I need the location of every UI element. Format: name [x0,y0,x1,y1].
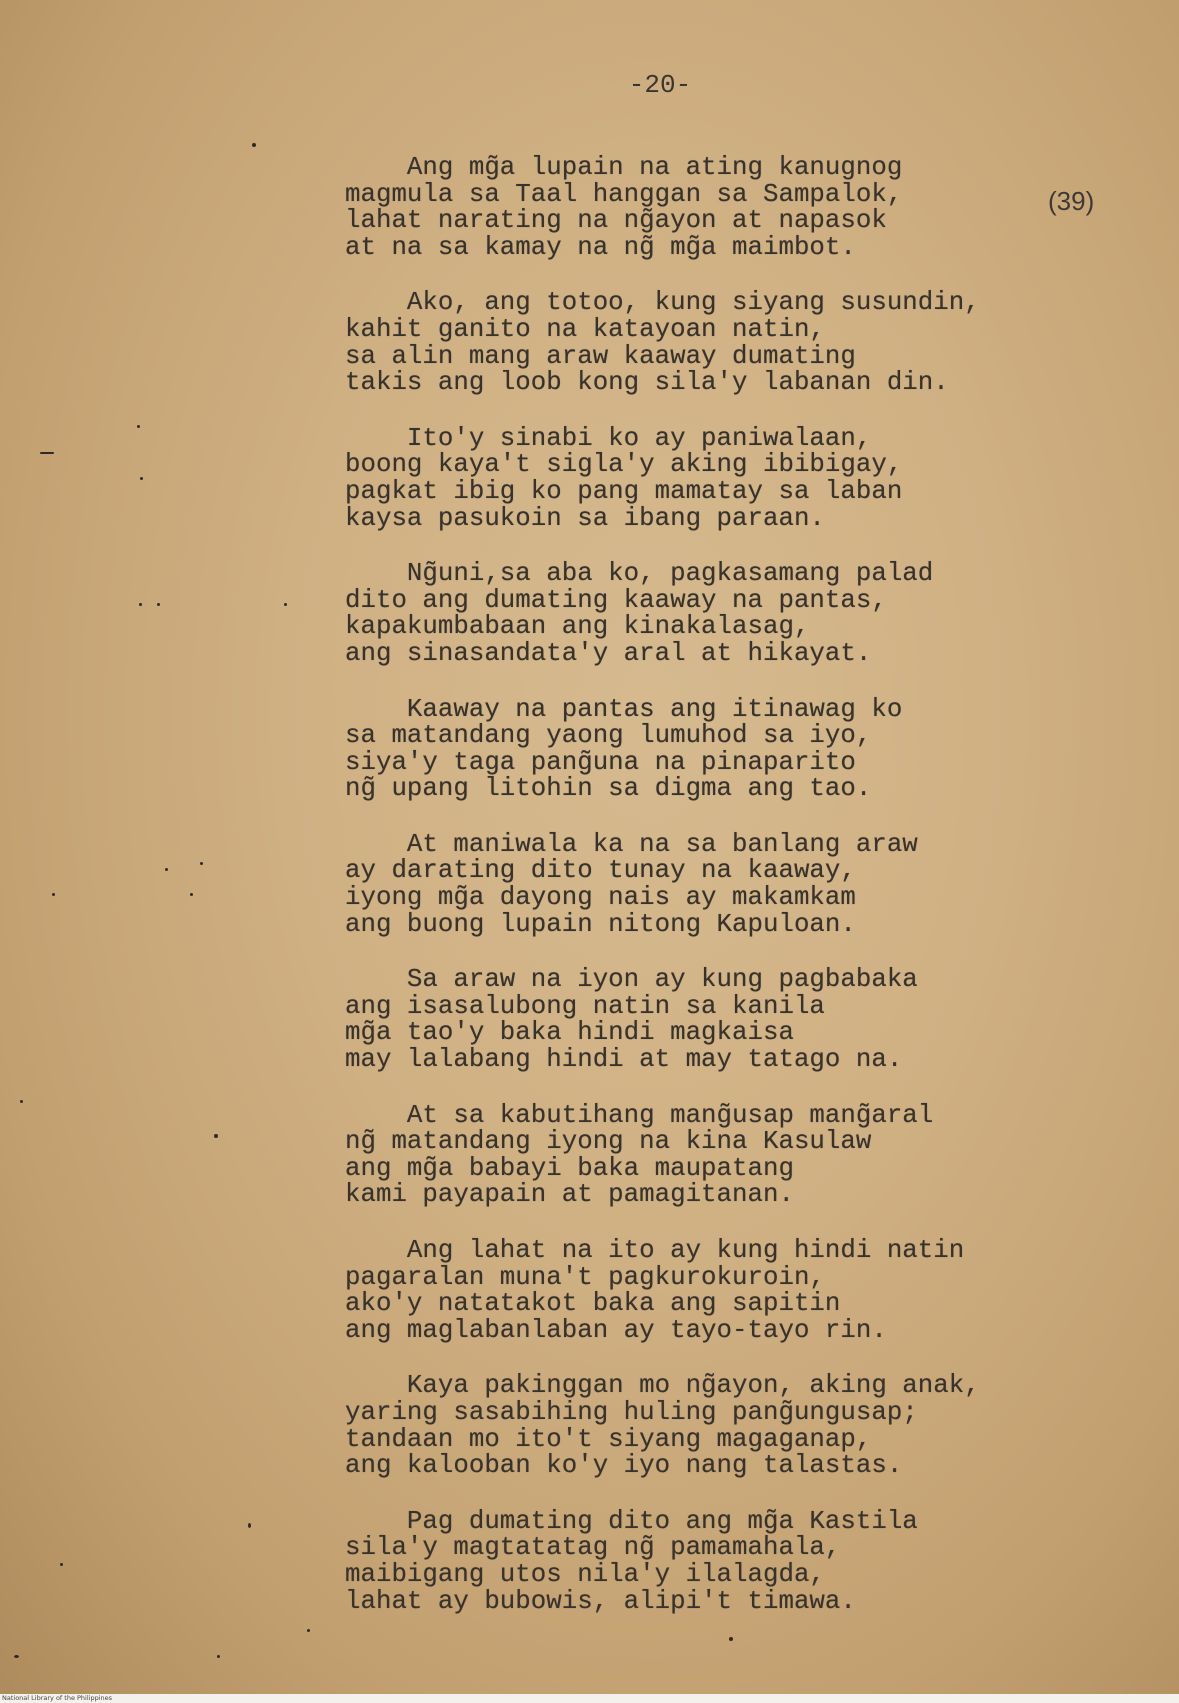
verse-line: tandaan mo ito't siyang magaganap, [345,1424,872,1454]
paper-speck [284,603,287,606]
verse-line: kahit ganito na katayoan natin, [345,314,825,344]
stanza-2 [345,290,1045,396]
verse-line: ako'y natatakot baka ang sapitin [345,1289,841,1319]
verse-line: Sa araw na iyon ay kung pagbabaka [406,965,918,995]
verse-line: ang mg̃a babayi baka maupatang [345,1153,794,1183]
verse-line: Pag dumating dito ang mg̃a Kastila [406,1506,918,1536]
stanza-5 [345,694,1045,804]
verse-line: Ang mg̃a lupain na ating kanugnog [406,153,903,182]
verse-line: takis ang loob kong sila'y labanan din. [345,368,949,398]
stanza-4 [345,561,1045,667]
paper-speck [20,1100,23,1103]
verse-line: kaysa pasukoin sa ibang paraan. [345,503,825,533]
paper-speck [248,1523,251,1528]
verse-line: ng̃ upang litohin sa digma ang tao. [345,774,872,804]
stanza-8 [345,1100,1045,1210]
paper-speck [140,477,143,480]
verse-line: boong kaya't sigla'y aking ibibigay, [345,450,903,480]
archive-credit: National Library of the Philippines [2,1694,113,1702]
poem-body [345,155,1045,1644]
verse-line: Ito'y sinabi ko ay paniwalaan, [406,423,872,453]
paper-speck [307,1629,310,1632]
verse-line: dito ang dumating kaaway na pantas, [345,585,887,615]
paper-speck [190,893,193,896]
verse-line: ang buong lupain nitong Kapuloan. [345,909,856,939]
verse-line: iyong mg̃a dayong nais ay makamkam [345,883,856,913]
verse-line: Kaya pakinggan mo ng̃ayon, aking anak, [406,1371,980,1401]
stanza-11 [345,1506,1045,1616]
paper-speck [60,1563,63,1566]
paper-speck [14,1655,19,1658]
verse-line: maibigang utos nila'y ilalagda, [345,1559,825,1589]
verse-line: Kaaway na pantas ang itinawag ko [406,694,903,724]
verse-line: yaring sasabihing huling pang̃ungusap; [345,1397,918,1427]
verse-line: ang maglabanlaban ay tayo-tayo rin. [345,1315,887,1345]
stanza-7 [345,967,1045,1073]
verse-line: may lalabang hindi at may tatago na. [345,1045,903,1075]
margin-note: (39) [1048,186,1095,216]
verse-line: at na sa kamay na ng̃ mg̃a maimbot. [345,232,856,262]
paper-speck [40,452,54,454]
paper-speck [217,1655,220,1658]
verse-line: ang isasalubong natin sa kanila [345,991,825,1021]
verse-line: ay darating dito tunay na kaaway, [345,856,856,886]
verse-line: pagaralan muna't pagkurokuroin, [345,1262,825,1292]
paper-speck [252,143,256,147]
paper-speck [165,868,168,871]
verse-line: At maniwala ka na sa banlang araw [406,829,918,859]
verse-line: ng̃ matandang iyong na kina Kasulaw [345,1127,872,1157]
verse-line: Ako, ang totoo, kung siyang susundin, [406,288,980,318]
paper-speck [139,603,142,606]
verse-line: sa alin mang araw kaaway dumating [345,341,856,371]
verse-line: lahat narating na ng̃ayon at napasok [345,206,887,236]
page-number: -20- [628,70,692,100]
verse-line: siya'y taga pang̃una na pinaparito [345,747,856,777]
paper-speck [214,1134,218,1138]
verse-line: kapakumbabaan ang kinakalasag, [345,612,810,642]
stanza-6 [345,829,1045,939]
verse-line: magmula sa Taal hanggan sa Sampalok, [345,179,903,209]
verse-line: pagkat ibig ko pang mamatay sa laban [345,476,903,506]
footer-strip [0,1694,1179,1703]
verse-line: Ang lahat na ito ay kung hindi natin [406,1236,965,1265]
paper-speck [200,862,203,865]
stanza-9 [345,1238,1045,1344]
verse-line: ang kalooban ko'y iyo nang talastas. [345,1451,903,1481]
stanza-10 [345,1373,1045,1479]
verse-line: sa matandang yaong lumuhod sa iyo, [345,721,872,751]
paper-speck [157,603,160,606]
verse-line: ang sinasandata'y aral at hikayat. [345,638,872,668]
paper-speck [137,425,140,428]
verse-line: kami payapain at pamagitanan. [345,1180,794,1210]
verse-line: At sa kabutihang mang̃usap mang̃aral [406,1100,934,1130]
paper-speck [52,893,55,896]
paper-speck [729,1637,733,1641]
verse-line: Ng̃uni,sa aba ko, pagkasamang palad [406,559,934,589]
stanza-1 [345,155,1045,261]
stanza-3 [345,423,1045,533]
verse-line: lahat ay bubowis, alipi't timawa. [345,1586,856,1616]
verse-line: sila'y magtatatag ng̃ pamamahala, [345,1533,841,1563]
verse-line: mg̃a tao'y baka hindi magkaisa [345,1018,794,1048]
